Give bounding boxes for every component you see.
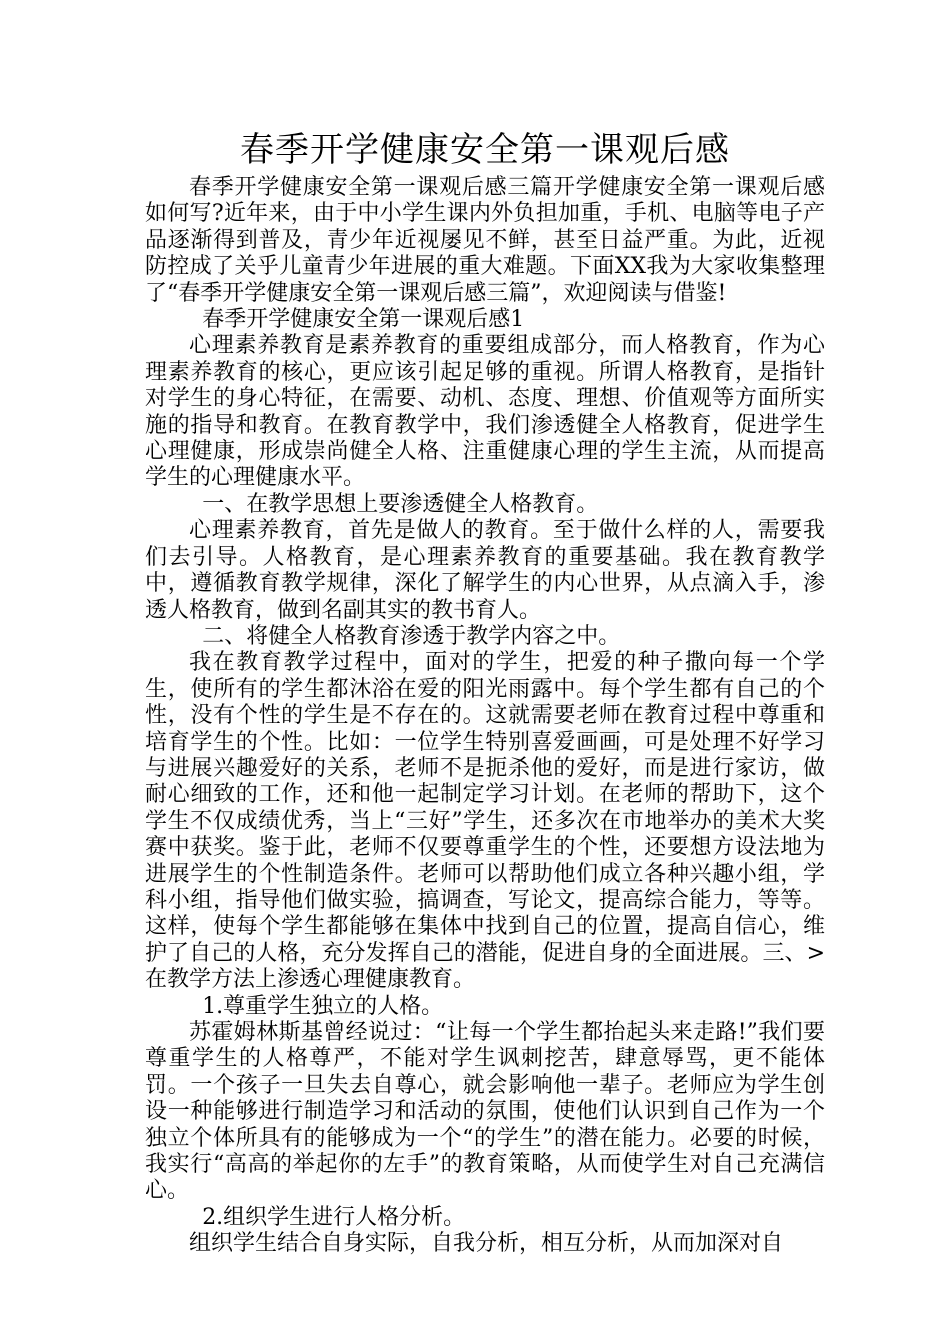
body-paragraph: 组织学生结合自身实际，自我分析，相互分析，从而加深对自 [189, 1231, 784, 1257]
section-heading: 2.组织学生进行人格分析。 [202, 1204, 466, 1230]
body-paragraph: 心理素养教育，首先是做人的教育。至于做什么样的人，需要我们去引导。人格教育，是心理素养教育的重要基础。我在教育教学中，遵循教育教学规律，深化了解学生的内心世界，从点滴入手，渗透人格教育，做到名副其实的教书育人。 [145, 518, 825, 623]
document-page [145, 125, 825, 1258]
section-heading: 二、将健全人格教育渗透于教学内容之中。 [202, 623, 621, 649]
document-body [145, 175, 825, 1258]
section-heading: 春季开学健康安全第一课观后感1 [202, 307, 525, 333]
section-heading: 一、在教学思想上要渗透健全人格教育。 [202, 491, 599, 517]
body-paragraph: 我在教育教学过程中，面对的学生，把爱的种子撒向每一个学生，使所有的学生都沐浴在爱的阳光雨露中。每个学生都有自己的个性，没有个性的学生是不存在的。这就需要老师在教育过程中尊重和培育学生的个性。比如：一位学生特别喜爱画画，可是处理不好学习与进展兴趣爱好的关系，老师不是扼杀他的爱好，而是进行家访，做耐心细致的工作，还和他一起制定学习计划。在老师的帮助下，这个学生不仅成绩优秀，当上“三好”学生，还多次在市地举办的美术大奖赛中获奖。鉴于此，老师不仅要尊重学生的个性，还要想方设法地为进展学生的个性制造条件。老师可以帮助他们成立各种兴趣小组，学科小组，指导他们做实验，搞调查，写论文，提高综合能力，等等。这样，使每个学生都能够在集体中找到自己的位置，提高自信心，维护了自己的人格，充分发挥自己的潜能，促进自身的全面进展。三、>在教学方法上渗透心理健康教育。 [145, 650, 825, 993]
intro-paragraph: 春季开学健康安全第一课观后感三篇开学健康安全第一课观后感如何写?近年来，由于中小学生课内外负担加重，手机、电脑等电子产品逐渐得到普及，青少年近视屡见不鲜，甚至日益严重。为此，近视防控成了关乎儿童青少年进展的重大难题。下面XX我为大家收集整理了“春季开学健康安全第一课观后感三篇”，欢迎阅读与借鉴! [145, 175, 825, 306]
body-paragraph: 心理素养教育是素养教育的重要组成部分，而人格教育，作为心理素养教育的核心，更应该引起足够的重视。所谓人格教育，是指针对学生的身心特征，在需要、动机、态度、理想、价值观等方面所实施的指导和教育。在教育教学中，我们渗透健全人格教育，促进学生心理健康，形成崇尚健全人格、注重健康心理的学生主流，从而提高学生的心理健康水平。 [145, 333, 825, 491]
document-title: 春季开学健康安全第一课观后感 [240, 130, 730, 170]
section-heading: 1.尊重学生独立的人格。 [202, 993, 444, 1019]
body-paragraph: 苏霍姆林斯基曾经说过：“让每一个学生都抬起头来走路!”我们要尊重学生的人格尊严，不能对学生讽刺挖苦，肆意辱骂，更不能体罚。一个孩子一旦失去自尊心，就会影响他一辈子。老师应为学生创设一种能够进行制造学习和活动的氛围，使他们认识到自己作为一个独立个体所具有的能够成为一个“的学生”的潜在能力。必要的时候，我实行“高高的举起你的左手”的教育策略，从而使学生对自己充满信心。 [145, 1020, 825, 1204]
